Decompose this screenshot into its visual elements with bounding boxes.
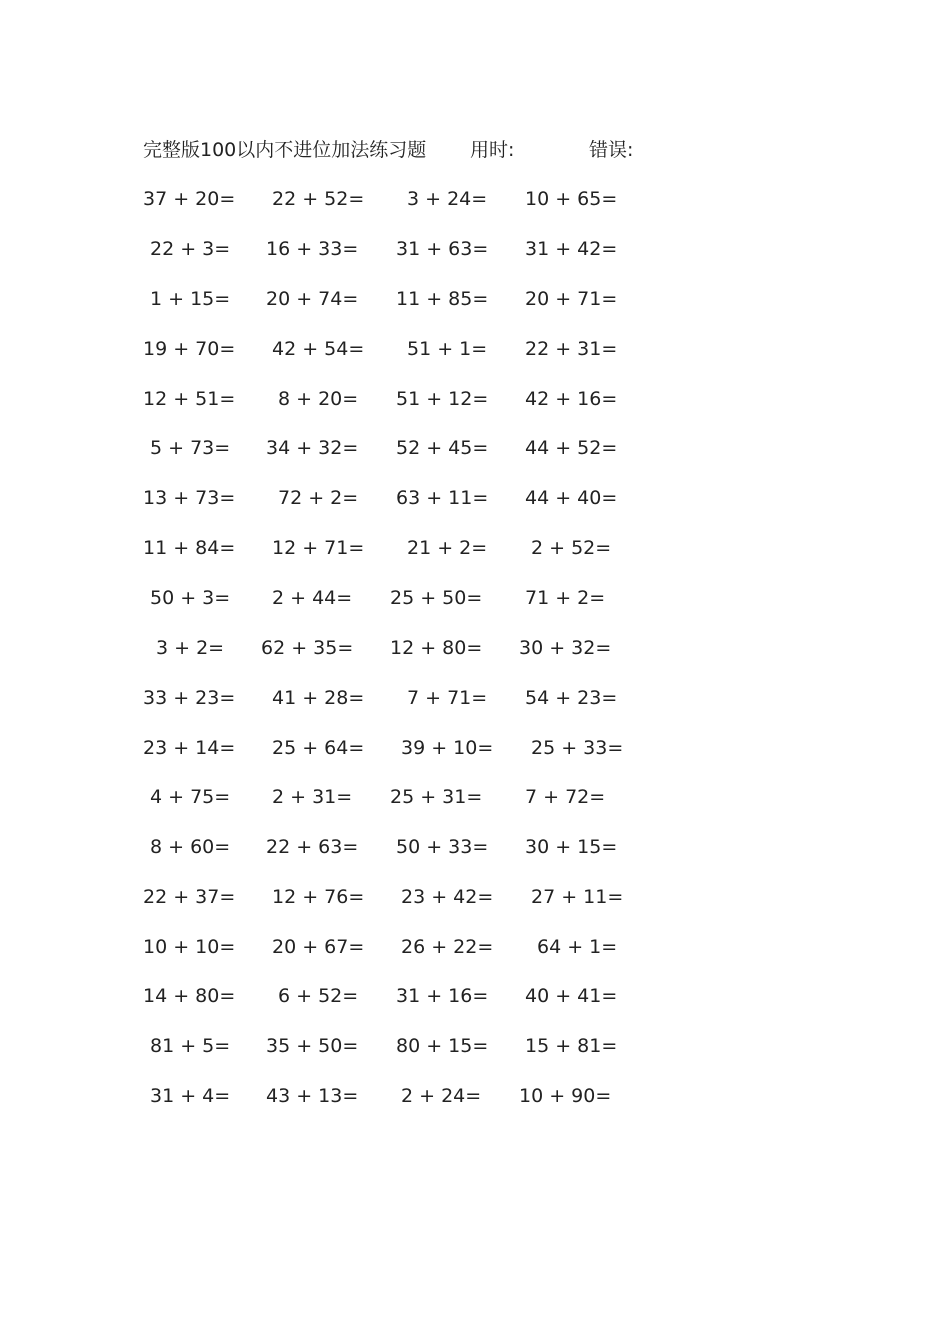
problem-cell: 40 + 41= (525, 985, 618, 1007)
problem-cell: 12 + 51= (143, 388, 236, 410)
problem-cell: 25 + 64= (272, 737, 365, 759)
problem-row (0, 533, 950, 563)
problem-cell: 11 + 84= (143, 537, 236, 559)
problem-cell: 22 + 31= (525, 338, 618, 360)
problem-cell: 72 + 2= (278, 487, 359, 509)
problem-cell: 22 + 37= (143, 886, 236, 908)
problem-cell: 8 + 60= (150, 836, 231, 858)
problem-row (0, 633, 950, 663)
problem-cell: 39 + 10= (401, 737, 494, 759)
problem-cell: 42 + 16= (525, 388, 618, 410)
problem-row (0, 384, 950, 414)
error-label: 错误: (589, 139, 634, 161)
problem-cell: 31 + 4= (150, 1085, 231, 1107)
problem-cell: 7 + 72= (525, 786, 606, 808)
problem-cell: 26 + 22= (401, 936, 494, 958)
problem-row (0, 882, 950, 912)
problem-cell: 21 + 2= (407, 537, 488, 559)
problem-cell: 51 + 12= (396, 388, 489, 410)
problem-cell: 12 + 76= (272, 886, 365, 908)
problem-row (0, 483, 950, 513)
problem-row (0, 234, 950, 264)
problem-cell: 15 + 81= (525, 1035, 618, 1057)
problem-cell: 2 + 24= (401, 1085, 482, 1107)
problem-cell: 42 + 54= (272, 338, 365, 360)
problem-cell: 20 + 71= (525, 288, 618, 310)
problem-cell: 11 + 85= (396, 288, 489, 310)
problem-cell: 10 + 90= (519, 1085, 612, 1107)
problem-cell: 3 + 24= (407, 188, 488, 210)
worksheet-title: 完整版100以内不进位加法练习题 (143, 139, 427, 161)
problem-cell: 20 + 67= (272, 936, 365, 958)
problem-cell: 54 + 23= (525, 687, 618, 709)
problem-cell: 10 + 65= (525, 188, 618, 210)
problem-cell: 13 + 73= (143, 487, 236, 509)
problem-cell: 3 + 2= (156, 637, 225, 659)
problem-cell: 14 + 80= (143, 985, 236, 1007)
problem-row (0, 1081, 950, 1111)
problem-cell: 81 + 5= (150, 1035, 231, 1057)
problem-cell: 22 + 3= (150, 238, 231, 260)
problem-cell: 52 + 45= (396, 437, 489, 459)
problem-cell: 62 + 35= (261, 637, 354, 659)
problem-cell: 16 + 33= (266, 238, 359, 260)
problem-row (0, 284, 950, 314)
problem-row (0, 782, 950, 812)
problem-cell: 80 + 15= (396, 1035, 489, 1057)
problem-cell: 5 + 73= (150, 437, 231, 459)
problem-cell: 2 + 52= (531, 537, 612, 559)
problem-cell: 4 + 75= (150, 786, 231, 808)
problem-cell: 30 + 32= (519, 637, 612, 659)
problem-cell: 33 + 23= (143, 687, 236, 709)
problem-cell: 50 + 3= (150, 587, 231, 609)
problem-cell: 2 + 31= (272, 786, 353, 808)
problem-row (0, 932, 950, 962)
problem-row (0, 733, 950, 763)
problem-cell: 31 + 63= (396, 238, 489, 260)
problem-cell: 37 + 20= (143, 188, 236, 210)
problem-cell: 25 + 33= (531, 737, 624, 759)
problem-cell: 23 + 14= (143, 737, 236, 759)
problem-row (0, 583, 950, 613)
problem-row (0, 334, 950, 364)
problem-cell: 63 + 11= (396, 487, 489, 509)
problem-cell: 50 + 33= (396, 836, 489, 858)
problem-cell: 31 + 16= (396, 985, 489, 1007)
problem-cell: 25 + 31= (390, 786, 483, 808)
problem-cell: 35 + 50= (266, 1035, 359, 1057)
problem-row (0, 832, 950, 862)
problem-cell: 51 + 1= (407, 338, 488, 360)
problem-cell: 30 + 15= (525, 836, 618, 858)
problem-cell: 64 + 1= (537, 936, 618, 958)
problem-cell: 2 + 44= (272, 587, 353, 609)
problem-cell: 41 + 28= (272, 687, 365, 709)
problem-cell: 12 + 80= (390, 637, 483, 659)
problem-row (0, 981, 950, 1011)
problem-cell: 44 + 52= (525, 437, 618, 459)
problem-cell: 34 + 32= (266, 437, 359, 459)
problem-cell: 27 + 11= (531, 886, 624, 908)
problem-row (0, 184, 950, 214)
problem-cell: 10 + 10= (143, 936, 236, 958)
problem-cell: 25 + 50= (390, 587, 483, 609)
problem-cell: 19 + 70= (143, 338, 236, 360)
problem-cell: 8 + 20= (278, 388, 359, 410)
problem-cell: 22 + 52= (272, 188, 365, 210)
problem-cell: 20 + 74= (266, 288, 359, 310)
problem-cell: 71 + 2= (525, 587, 606, 609)
time-label: 用时: (470, 139, 515, 161)
problem-cell: 44 + 40= (525, 487, 618, 509)
problem-cell: 1 + 15= (150, 288, 231, 310)
problem-row (0, 683, 950, 713)
problem-cell: 22 + 63= (266, 836, 359, 858)
problem-row (0, 433, 950, 463)
problem-cell: 7 + 71= (407, 687, 488, 709)
problem-cell: 31 + 42= (525, 238, 618, 260)
problem-cell: 23 + 42= (401, 886, 494, 908)
problem-cell: 6 + 52= (278, 985, 359, 1007)
problem-cell: 43 + 13= (266, 1085, 359, 1107)
problem-row (0, 1031, 950, 1061)
problem-cell: 12 + 71= (272, 537, 365, 559)
